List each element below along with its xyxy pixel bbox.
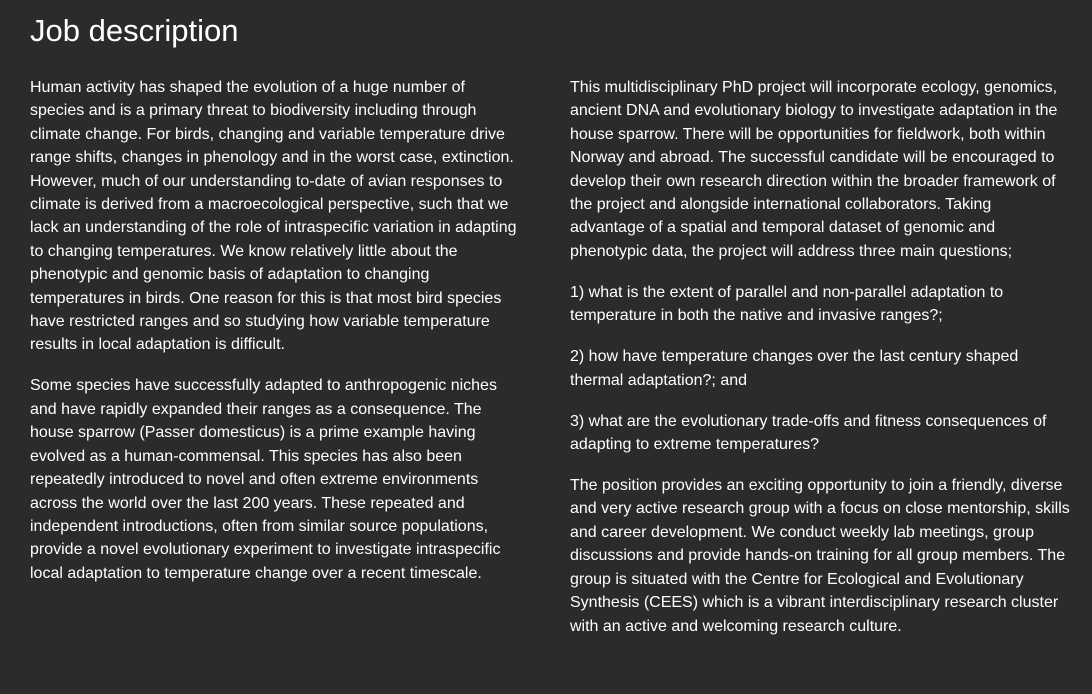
- paragraph: Human activity has shaped the evolution of a huge number of species and is a primary threat to biodiversity including through climate change. For birds, changing and variable temperature drive range shifts, changes in phenology and in the worst case, extinction. However, much of our understanding to-date of avian responses to climate is derived from a macroecological perspective, such that we lack an understanding of the role of intraspecific variation in adapting to changing temperatures. We know relatively little about the phenotypic and genomic basis of adaptation to changing temperatures in birds. One reason for this is that most bird species have restricted ranges and so studying how variable temperature results in local adaptation is difficult.: [30, 79, 517, 354]
- paragraph: Some species have successfully adapted to anthropogenic niches and have rapidly expanded their ranges as a consequence. The house sparrow (Passer domesticus) is a prime example having evolved as a human-commensal. This species has also been repeatedly introduced to novel and often extreme environments across the world over the last 200 years. These repeated and independent introductions, often from similar source populations, provide a novel evolutionary experiment to investigate intraspecific local adaptation to temperature change over a recent timescale.: [30, 377, 501, 582]
- question-1: 1) what is the extent of parallel and non-parallel adaptation to temperature in both the native and invasive ranges?;: [570, 283, 1004, 325]
- page-title: Job description: [30, 13, 239, 48]
- question-2: 2) how have temperature changes over the last century shaped thermal adaptation?; and: [570, 348, 1019, 389]
- question-3: 3) what are the evolutionary trade-offs and fitness consequences of adapting to extreme temperatures?: [570, 412, 1047, 454]
- paragraph: This multidisciplinary PhD project will incorporate ecology, genomics, ancient DNA and evolutionary biology to investigate adaptation in the house sparrow. There will be opportunities for fieldwork, both within Norway and abroad. The successful candidate will be encouraged to develop their own research direction within the broader framework of the project and alongside international collaborators. Taking advantage of a spatial and temporal dataset of genomic and phenotypic data, the project will address three main questions;: [570, 79, 1058, 260]
- left-column: [30, 76, 522, 603]
- paragraph: The position provides an exciting opportunity to join a friendly, diverse and very active research group with a focus on close mentorship, skills and career development. We conduct weekly lab meetings, group discussions and provide hands-on training for all group members. The group is situated with the Centre for Ecological and Evolutionary Synthesis (CEES) which is a vibrant interdisciplinary research cluster with an active and welcoming research culture.: [570, 477, 1070, 635]
- right-column: [570, 76, 1070, 656]
